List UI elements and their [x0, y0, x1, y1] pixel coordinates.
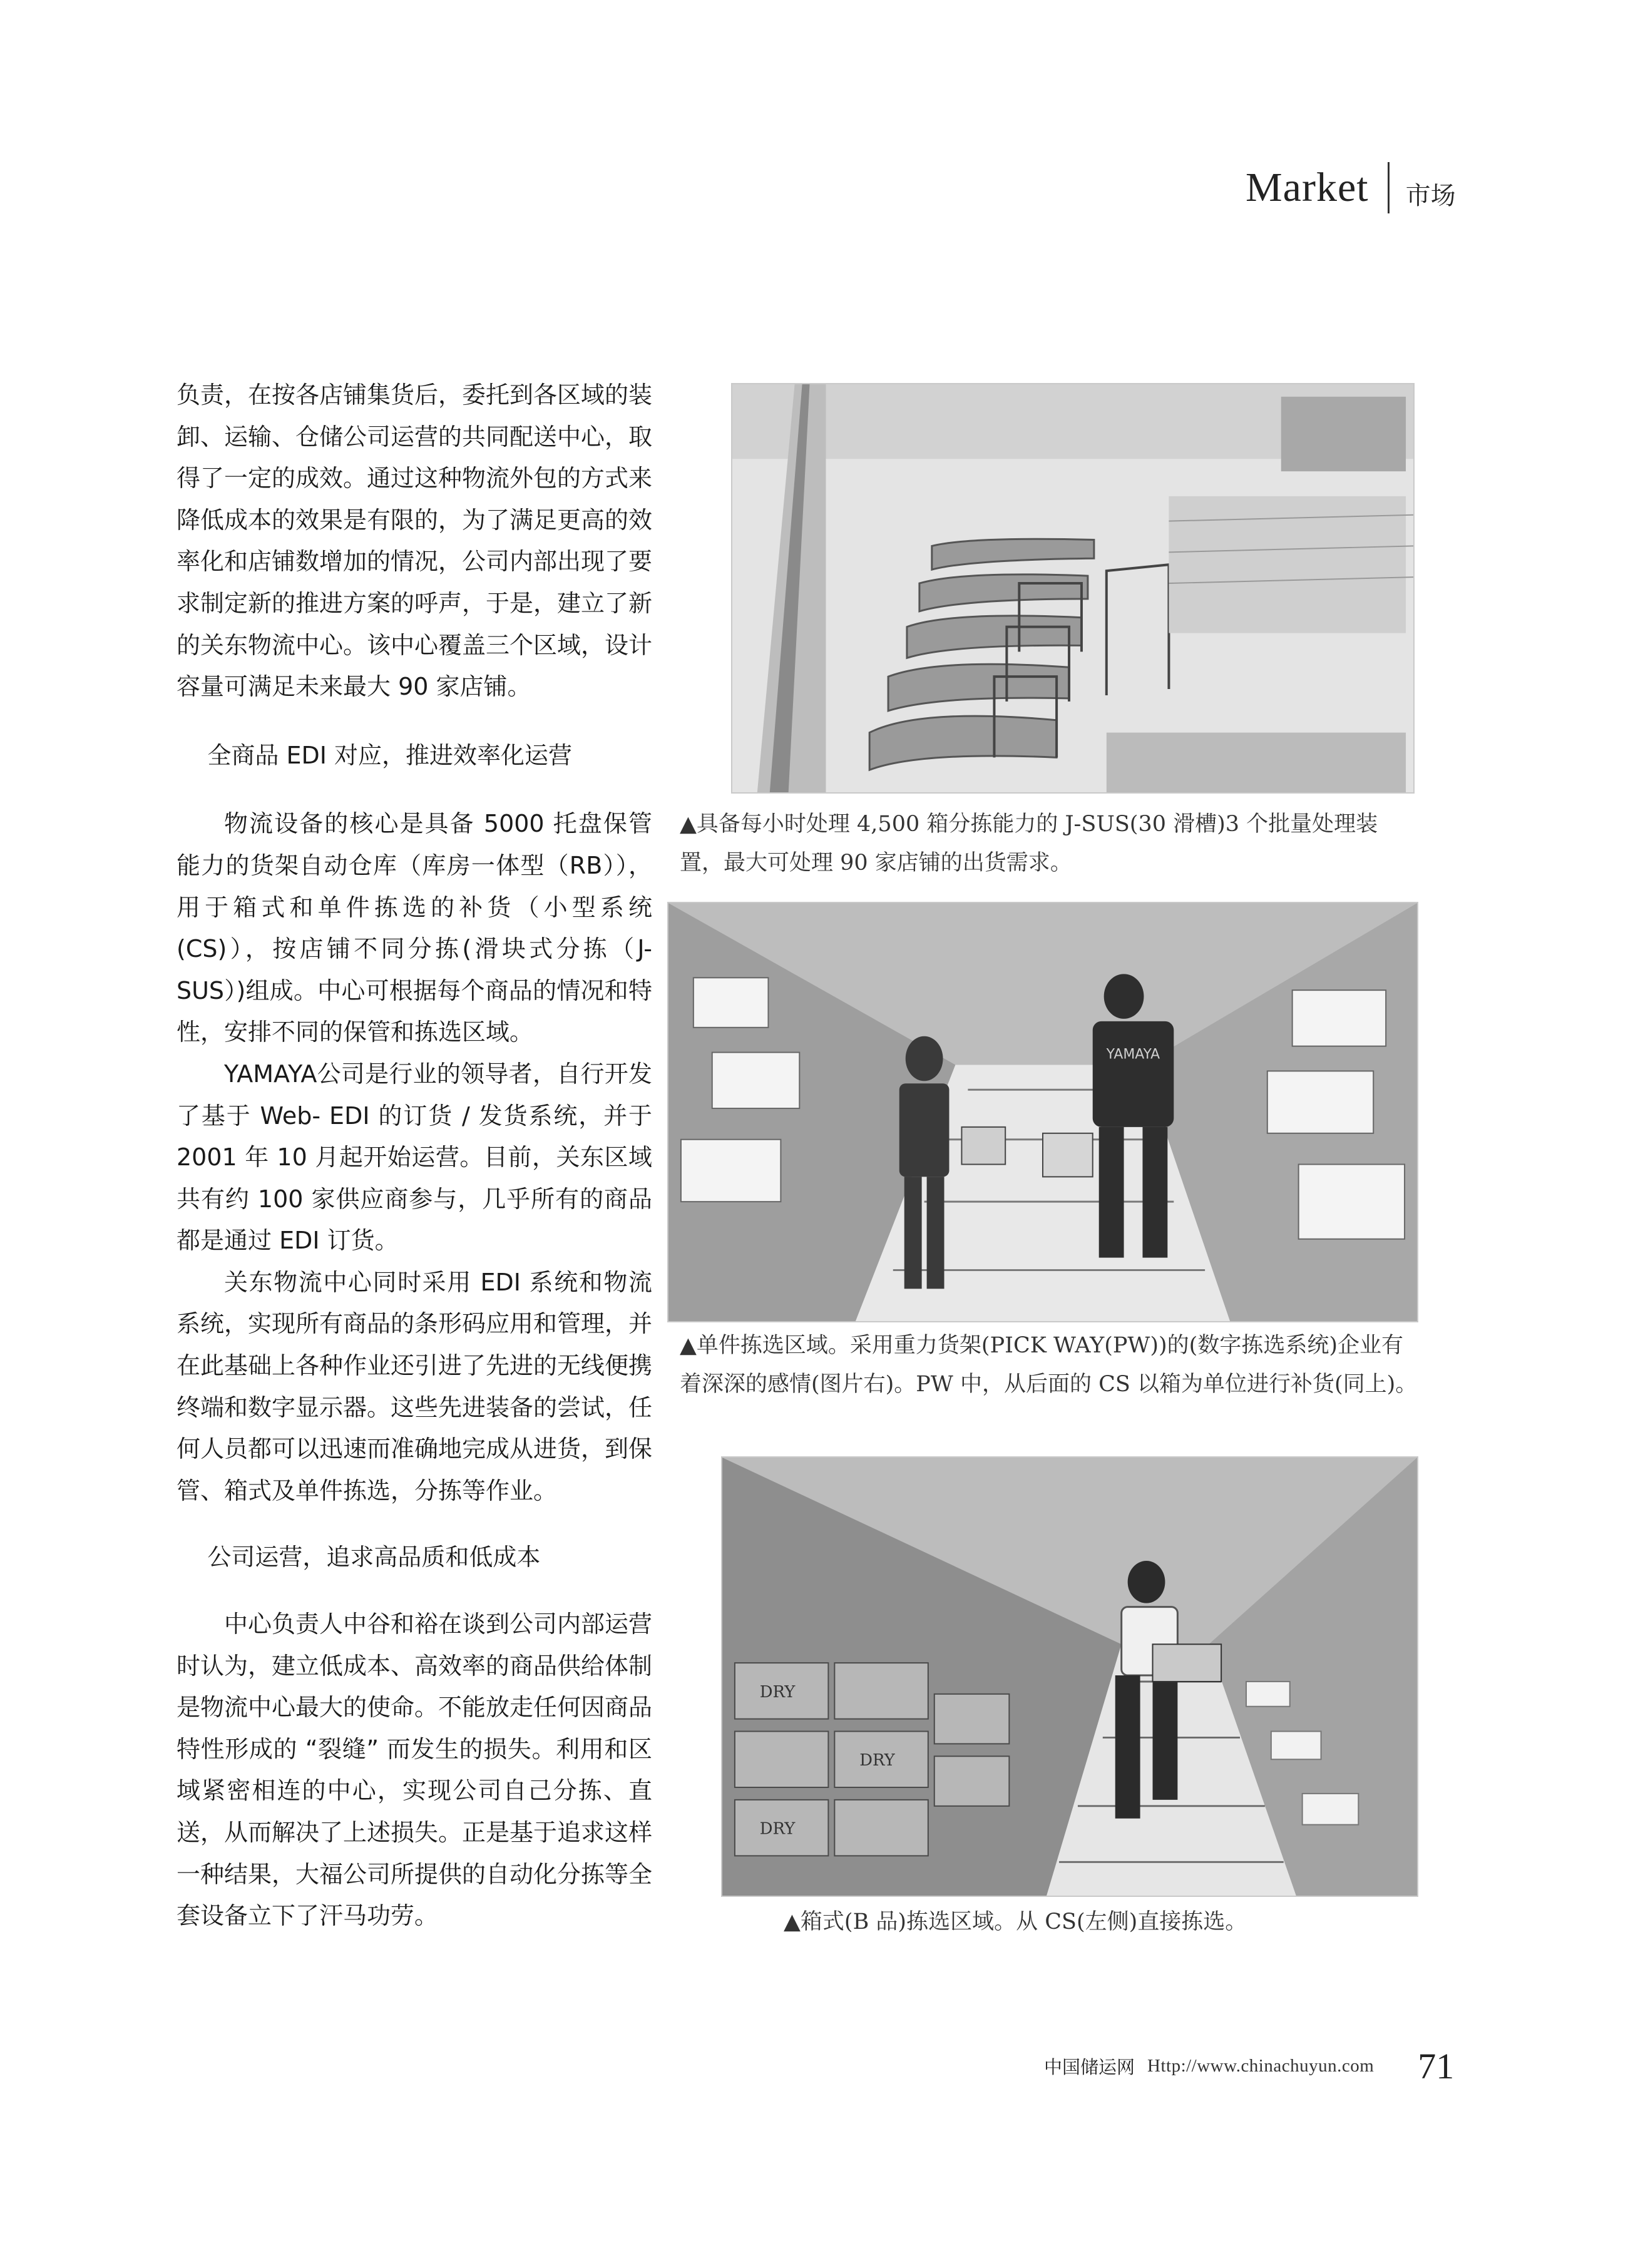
paragraph-2: 物流设备的核心是具备 5000 托盘保管能力的货架自动仓库（库房一体型（RB）），用于箱式和单件拣选的补货（小型系统(CS)），按店铺不同分拣(滑块式分拣（J- SUS）)组成。中心可根据每个商品的情况和特性，安排不同的保管和拣选区域。 [177, 810, 652, 1046]
caption-photo-1: ▲具备每小时处理 4,500 箱分拣能力的 J-SUS(30 滑槽)3 个批量处理装置，最大可处理 90 家店铺的出货需求。 [680, 812, 1378, 876]
article-text-column [177, 374, 652, 1937]
section-title-en: Market [1246, 165, 1369, 210]
page-number: 71 [1418, 2045, 1455, 2087]
caption-photo-3: ▲箱式(B 品)拣选区域。从 CS(左侧)直接拣选。 [784, 1909, 1247, 1934]
subheading-operations: 公司运营，追求高品质和低成本 [207, 1543, 541, 1571]
subheading-edi: 全商品 EDI 对应，推进效率化运营 [207, 741, 573, 769]
svg-text:DRY: DRY [759, 1819, 796, 1839]
paragraph-3: YAMAYA公司是行业的领导者，自行开发了基于 Web- EDI 的订货 / 发货系统，并于 2001 年 10 月起开始运营。目前，关东区域共有约 100 家供应商参与，几乎所有的商品都是通过 EDI 订货。 [177, 1060, 652, 1255]
svg-text:YAMAYA: YAMAYA [1106, 1046, 1160, 1063]
section-title-cn: 市场 [1405, 181, 1456, 210]
caption-photo-2: ▲单件拣选区域。采用重力货架(PICK WAY(PW))的(数字拣选系统)企业有着深深的感情(图片右)。PW 中，从后面的 CS 以箱为单位进行补货(同上)。 [680, 1333, 1418, 1397]
photo-case-picking [721, 1456, 1418, 1897]
page-footer [1044, 2044, 1454, 2088]
paragraph-4: 关东物流中心同时采用 EDI 系统和物流系统，实现所有商品的条形码应用和管理，并在此基础上各种作业还引进了先进的无线便携终端和数字显示器。这些先进装备的尝试，任何人员都可以迅速而准确地完成从进货，到保管、箱式及单件拣选，分拣等作业。 [177, 1268, 653, 1504]
footer-site-name: 中国储运网 [1044, 2056, 1135, 2078]
svg-text:DRY: DRY [859, 1751, 895, 1770]
paragraph-1: 负责，在按各店铺集货后，委托到各区域的装卸、运输、仓储公司运营的共同配送中心，取得了一定的成效。通过这种物流外包的方式来降低成本的效果是有限的，为了满足更高的效率化和店铺数增加的情况，公司内部出现了要求制定新的推进方案的呼声，于是，建立了新的关东物流中心。该中心覆盖三个区域，设计容量可满足未来最大 90 家店铺。 [177, 381, 653, 701]
photo-sorter-chutes [731, 383, 1415, 794]
section-header [1246, 160, 1456, 216]
svg-text:DRY: DRY [759, 1682, 796, 1702]
photo-piece-picking [667, 902, 1418, 1322]
paragraph-5: 中心负责人中谷和裕在谈到公司内部运营时认为，建立低成本、高效率的商品供给体制是物流中心最大的使命。不能放走任何因商品特性形成的 “裂缝” 而发生的损失。利用和区域紧密相连的中心，实现公司自己分拣、直送，从而解决了上述损失。正是基于追求这样一种结果，大福公司所提供的自动化分拣等全套设备立下了汗马功劳。 [177, 1610, 653, 1930]
footer-url: Http://www.chinachuyun.com [1147, 2055, 1374, 2076]
header-divider [1388, 162, 1390, 213]
